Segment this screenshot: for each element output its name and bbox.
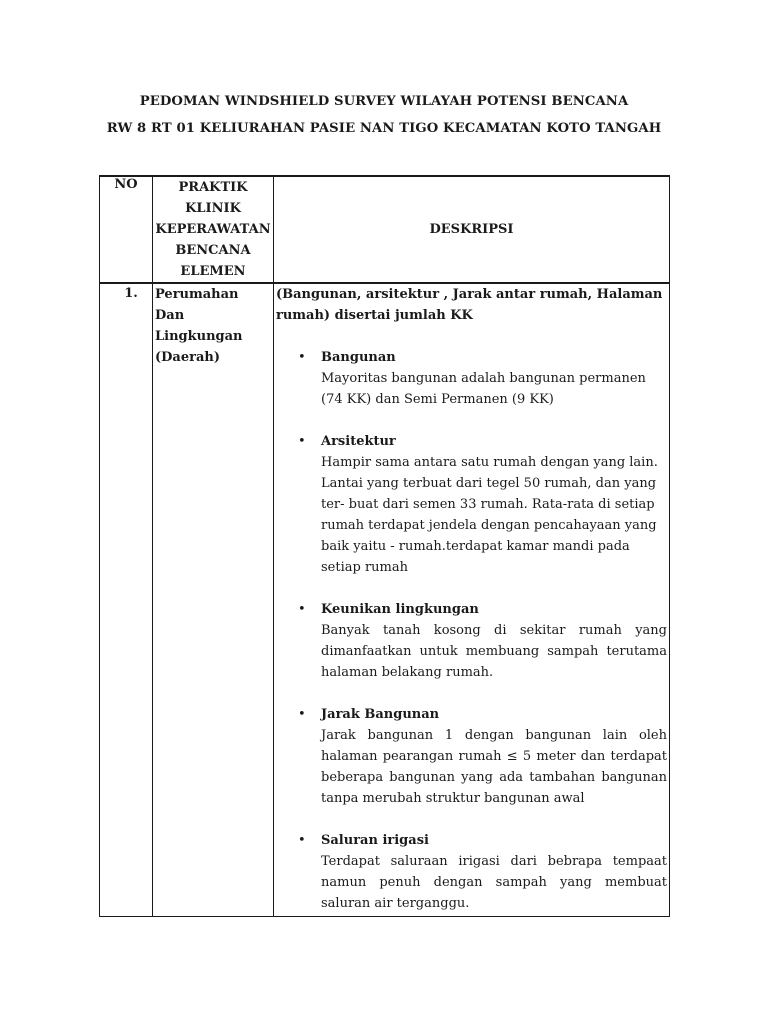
row-element-line-2: Lingkungan [155, 329, 243, 344]
item-title: Bangunan [321, 350, 396, 365]
bullet-icon: • [298, 707, 306, 722]
item-body: Mayoritas bangunan adalah bangunan permanen (74 KK) dan Semi Permanen (9 KK) [321, 371, 646, 407]
column-header-no: NO [100, 176, 153, 283]
item-body: Hampir sama antara satu rumah dengan yang lain. Lantai yang terbuat dari tegel 50 rumah, dan yang ter- buat dari semen 33 rumah. Rata-rata di setiap rumah terdapat jendela dengan pencahayaan yang baik yaitu - rumah.terdapat kamar mandi pada setiap rumah [321, 455, 658, 575]
bullet-icon: • [298, 350, 306, 365]
column-header-element-line-3: BENCANA [175, 243, 251, 258]
row-element [153, 283, 274, 917]
item-body: Terdapat saluraan irigasi dari bebrapa tempaat namun penuh dengan sampah yang membuat saluran air terganggu. [321, 854, 667, 911]
row-description [274, 283, 670, 917]
list-item [276, 347, 667, 410]
row-number: 1. [100, 283, 153, 917]
item-title: Jarak Bangunan [321, 707, 440, 722]
list-item [276, 830, 667, 914]
table-header-row [100, 176, 670, 283]
list-item [276, 599, 667, 683]
item-title: Saluran irigasi [321, 833, 429, 848]
document-title-line-1: PEDOMAN WINDSHIELD SURVEY WILAYAH POTENSI BENCANA [139, 94, 629, 109]
list-item [276, 704, 667, 809]
column-header-element-line-4: ELEMEN [180, 264, 246, 279]
survey-table [99, 175, 670, 917]
column-header-description: DESKRIPSI [274, 176, 670, 283]
column-header-element-line-2: KEPERAWATAN [155, 222, 271, 237]
list-item [276, 431, 667, 578]
item-body: Banyak tanah kosong di sekitar rumah yang dimanfaatkan untuk membuang sampah terutama halaman belakang rumah. [321, 623, 667, 680]
item-title: Arsitektur [321, 434, 396, 449]
table-row [100, 283, 670, 917]
description-list [276, 347, 667, 914]
column-header-element [153, 176, 274, 283]
item-body: Jarak bangunan 1 dengan bangunan lain oleh halaman pearangan rumah ≤ 5 meter dan terdapat beberapa bangunan yang ada tambahan bangunan tanpa merubah struktur bangunan awal [321, 728, 667, 806]
bullet-icon: • [298, 434, 306, 449]
row-element-line-3: (Daerah) [155, 350, 220, 365]
row-element-line-1: Perumahan Dan [155, 287, 239, 323]
document-title-line-2: RW 8 RT 01 KELIURAHAN PASIE NAN TIGO KECAMATAN KOTO TANGAH [106, 121, 662, 136]
bullet-icon: • [298, 602, 306, 617]
item-title: Keunikan lingkungan [321, 602, 479, 617]
description-intro: (Bangunan, arsitektur , Jarak antar rumah, Halaman rumah) disertai jumlah KK [276, 287, 663, 323]
column-header-element-line-1: PRAKTIK KLINIK [178, 180, 248, 216]
bullet-icon: • [298, 833, 306, 848]
